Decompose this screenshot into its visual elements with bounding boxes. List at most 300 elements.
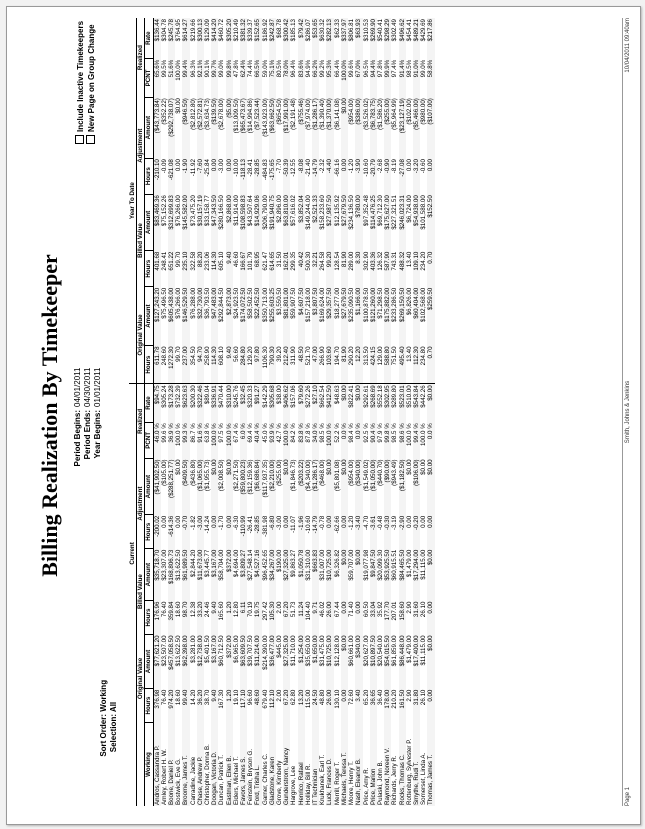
checkbox-icon[interactable] [86,135,95,144]
table-cell: $3,550.50 [276,287,284,316]
table-cell: 9.40 [211,601,218,635]
table-cell: 32.21 [312,251,319,287]
table-cell: 126.32 [376,251,384,271]
table-cell: $27,325.00 [283,549,290,601]
table-cell: $245.78 [168,18,175,59]
table-cell: ($2,210.00) [269,458,276,514]
table-cell: 117.10 [240,689,247,723]
table-cell: $272.26 [304,385,312,408]
table-cell: $81,801.00 [283,287,290,346]
table-cell: -10.60 [304,515,312,534]
table-cell: $300.13 [197,18,204,59]
table-cell: -210.10 [153,158,161,194]
table-cell: -14.79 [312,158,319,194]
table-cell: 52.2 % [333,423,341,443]
table-cell: 99.5% [160,59,168,78]
table-cell: 0.00 [355,601,362,635]
table-cell: 99.70 [175,251,183,268]
timekeeper-name: Somerset, Linda A. [420,752,428,805]
table-cell: 129.20 [247,345,254,383]
table-cell: $146,529.50 [182,287,189,346]
table-cell: -1.20 [348,159,356,174]
table-cell: $68.78 [276,19,284,38]
table-cell: ($107.00) [427,97,434,158]
table-cell: 99.6% [348,59,356,78]
table-cell: ($3,634.73) [204,98,212,130]
table-cell: 56.60 [233,345,240,383]
timekeeper-name: Arnley, Robert H. W. [160,749,168,805]
option-include-inactive[interactable] [75,21,86,144]
table-cell: $58,502.50 [247,287,255,319]
table-cell: ($5,801.08) [333,459,341,492]
table-cell: 234.80 [420,345,427,383]
col-amount: Amount [145,194,153,250]
table-cell: $292.61 [362,385,370,408]
table-cell: -50.39 [283,158,290,194]
table-cell: ($292,738.07) [168,97,175,158]
cur-adjust-header: Adjustment [137,458,145,548]
table-cell: $73,475.20 [189,195,197,227]
table-cell: 40.4 % [254,422,261,458]
table-cell: 99.0% [218,59,226,78]
table-cell: 95.3% [326,59,333,97]
table-cell: $29,357.50 [326,287,333,346]
table-cell: $10,725.00 [326,549,333,601]
table-cell: 97.5 % [218,423,226,443]
table-cell: ($352.22) [160,98,168,125]
table-cell: 94.9% [304,59,312,78]
print-timestamp: 10/04/2011 09:40am [625,18,631,73]
table-cell: 99.40 [182,689,189,723]
table-cell: ($468.00) [319,459,327,486]
table-cell: 65.20 [362,689,370,706]
table-cell: -0.30 [384,515,391,549]
table-cell: $0.00 [211,458,218,514]
table-cell: 24.50 [312,689,319,723]
table-cell: 99.4 % [413,422,420,458]
table-cell: 311.90 [290,345,297,383]
table-cell: $310.53 [362,19,370,42]
table-cell: 66.2% [312,59,319,97]
table-cell: 33.04 [370,601,377,635]
table-cell: 112.30 [413,345,420,383]
table-cell: 100.0 % [326,422,333,458]
table-cell: 19.75 [254,601,261,635]
col-hours: Hours [145,345,153,383]
table-cell: 0.70 [427,345,434,383]
table-cell: $22,452.50 [254,287,261,346]
table-cell: 114.30 [211,345,218,383]
table-cell: -27.08 [399,158,406,194]
table-cell: 233.06 [204,251,212,271]
table-row [399,18,406,806]
table-cell: 96.3% [189,59,197,78]
table-cell: 65.6% [153,59,161,97]
table-cell: $732.39 [175,385,183,408]
table-cell: $145,582.00 [182,194,189,250]
table-cell: $9,863.27 [290,549,298,578]
table-cell: $414.20 [211,18,218,59]
table-row [254,18,261,806]
table-cell: 90.4 % [370,422,377,458]
table-cell: $312,699.83 [168,194,175,250]
table-cell: $84,465.50 [399,549,406,601]
table-row [384,18,391,806]
table-cell: $75,152.26 [160,195,168,227]
table-cell: 0.0 % [427,422,434,458]
firm-name: Smith, Johns & Jenkins [625,380,631,444]
table-cell: 96.60 [247,689,255,706]
year-begins-value: 01/01/2011 [93,367,102,407]
timekeeper-name: Gunderstrom, Nancy [283,722,290,806]
timekeeper-name: Raymond, Noreen V. [384,722,391,806]
table-cell: $445.00 [276,635,284,658]
table-cell: 100.0 % [405,423,413,447]
table-cell: ($65,473.67) [240,97,247,158]
table-cell: 0.0 % [341,422,348,458]
table-cell: $60,915.51 [391,549,399,581]
table-cell: ($409.50) [182,458,189,514]
table-row [391,18,398,806]
table-cell: $268.69 [370,384,377,422]
table-cell: 31.50 [276,251,284,268]
table-cell: 91.6 % [197,422,204,458]
table-cell: ($755.46) [298,97,305,158]
timekeeper-name: Price, Marion [370,722,377,806]
table-cell: $1,050.78 [298,549,305,601]
table-cell: 99.0% [420,59,428,78]
table-cell: -2.68 [376,159,384,174]
table-cell: 130.10 [333,689,341,709]
table-cell: 26.00 [326,689,333,723]
table-cell: $0.00 [341,97,348,158]
table-cell: 0.00 [175,515,183,528]
timekeeper-name: Grove, Kimberly [276,760,284,805]
table-cell: $34,267.00 [269,549,276,601]
table-cell: $210.49 [232,19,240,42]
table-cell: -2.32 [319,159,327,174]
table-cell: $339.37 [247,19,255,42]
table-cell: $61,989.50 [182,549,189,601]
table-cell: 248.41 [160,251,168,271]
table-cell: $86,448.00 [399,634,406,688]
table-cell: ($117,937.35) [261,459,269,498]
table-row [370,18,377,806]
table-cell: 176.96 [153,601,161,635]
table-cell: -4.70 [362,515,370,530]
table-cell: 109.10 [413,251,420,287]
table-cell: 46.02 [319,601,327,618]
table-cell: ($943.49) [391,459,399,486]
table-cell: ($340.00) [355,458,362,514]
table-cell: ($386.00) [355,97,362,158]
table-cell: $61,859.00 [391,635,399,667]
col-pcnt: PCNT [145,422,153,458]
table-cell: 2.00 [276,689,284,702]
table-cell: 178.00 [384,689,391,723]
table-cell: 93.9 % [269,422,276,458]
table-cell: $175,627.00 [384,194,391,250]
table-cell: 158.60 [399,601,406,635]
table-row [276,18,283,806]
table-cell: 161.50 [399,689,406,723]
table-cell: 128.54 [333,251,341,271]
period-info [73,368,103,484]
table-cell: $200.30 [189,385,197,408]
timekeeper-name: Eastman, Ellen B. [226,722,233,806]
table-cell: 521.70 [305,345,312,383]
table-row [211,18,218,806]
table-cell: ($59,800.23) [240,458,247,514]
table-cell: $190.00 [276,549,284,573]
table-cell: 974.20 [168,689,175,723]
timekeeper-name: Doogan, Victoria D. [211,722,218,806]
table-cell: 51.73 [290,601,298,618]
table-cell: 18.60 [175,689,183,706]
table-cell: 67.0% [355,59,362,97]
table-cell: 2.90 [405,689,413,702]
table-cell: 679.40 [261,689,269,709]
table-cell: $219.66 [189,19,197,42]
table-cell: $429.69 [420,19,428,42]
rotated-report [7,7,640,824]
table-cell: 66.4% [333,59,341,78]
table-cell: $282.13 [326,18,333,59]
table-cell: 24.46 [204,601,212,618]
table-cell: 1.20 [226,689,233,723]
table-cell: 97.8% [376,59,384,78]
table-cell: $246,023.31 [399,194,406,250]
table-cell: 105.30 [269,601,276,635]
table-cell: $292,844.50 [218,287,226,323]
table-cell: 80.5% [276,59,284,78]
table-cell: 62.4% [240,59,247,97]
table-cell: $27,548.14 [247,549,255,581]
table-cell: $2,521.33 [312,194,319,250]
table-cell: 97.4% [391,59,399,78]
timekeeper-name: Ford, Trisha L. [254,722,261,806]
table-cell: 587.90 [384,251,391,287]
table-cell: 0.00 [427,515,434,549]
table-cell: $108,598.83 [240,194,247,250]
table-cell: $10,725.00 [326,634,333,688]
table-cell: 614.65 [269,251,276,287]
table-cell: ($2,812.80) [189,98,197,130]
table-cell: $630.32 [319,19,327,42]
header-section-row [137,18,145,806]
table-cell: $47,483.00 [211,287,218,346]
table-row [326,18,333,806]
table-cell: -0.90 [384,158,391,194]
table-cell: $0.00 [341,549,348,601]
table-cell: $0.00 [427,549,434,601]
table-cell: 588.80 [384,345,391,383]
table-cell: 84.2 % [290,423,298,443]
table-cell: 1106.30 [262,345,269,383]
table-cell: $23,507.00 [160,635,168,667]
table-cell: $30,157.19 [197,194,204,250]
table-cell: $372.00 [226,634,233,688]
table-cell: ($90.00) [384,458,391,514]
table-cell: $31,007.00 [319,549,327,581]
table-cell: -21.40 [304,159,312,177]
table-body [153,18,434,806]
table-cell: 18.60 [175,601,183,618]
table-cell: $0.00 [341,634,348,688]
page-number: Page 1 [625,786,631,806]
table-cell: ($41,902.50) [153,458,161,514]
table-cell: $1,479.00 [405,635,413,663]
table-cell: $76,266.00 [175,287,183,319]
table-cell: 98.6 % [399,422,406,458]
table-cell: $173.28 [168,384,175,422]
table-cell: -110.99 [240,515,247,549]
table-cell: $69,712.30 [376,195,384,227]
table-cell: ($23,127.19) [399,97,406,158]
table-cell: 6.0 % [240,422,247,458]
col-working: Working [145,722,153,806]
table-cell: $0.00 [175,98,183,114]
report-page [6,6,641,825]
option-new-page[interactable] [86,21,97,144]
table-cell: $62,398.00 [182,634,189,688]
table-cell: -8.19 [391,159,399,174]
table-cell: 99.3 % [182,422,189,458]
option-include-inactive-label: Include Inactive Timekeepers [76,20,85,132]
table-cell: 101.79 [247,251,255,271]
timekeeper-name: Nash, Eleanor B. [355,722,362,806]
table-cell: -0.09 [160,159,168,174]
table-cell: 9.40 [226,251,233,287]
table-cell: $10,897.50 [370,634,377,688]
table-cell: 284.80 [240,345,247,383]
checkbox-icon[interactable] [75,135,84,144]
table-cell: $4,527.16 [254,549,261,601]
table-cell: -3.19 [391,515,399,530]
table-cell: $12,135.92 [333,195,341,227]
table-cell: 302.90 [362,251,370,271]
table-cell: 40.42 [298,251,305,287]
table-cell: ($1,549.02) [362,459,370,492]
table-cell: 60.50 [362,601,370,618]
table-cell: 78.0% [283,59,290,97]
table-cell: $4,607.50 [298,287,305,346]
table-cell: ($1,370.00) [326,97,333,158]
table-cell: ($6,686.84) [254,458,261,514]
table-row [269,18,276,806]
table-cell: $214,390.00 [261,635,269,670]
table-cell: -28.85 [254,515,261,549]
table-cell: 34.0 % [312,422,319,458]
table-cell: 99.4% [182,59,189,97]
timekeeper-name: Michaels, Teresa T. [341,722,348,806]
col-rate: Rate [145,384,153,422]
table-cell: 81.90 [341,345,348,383]
table-cell: 621.47 [261,251,269,271]
table-cell: $17,294.00 [413,549,420,601]
table-cell: 12.20 [355,345,362,383]
table-cell: $454.41 [405,19,413,42]
col-amount: Amount [145,549,153,601]
table-cell: 129.00 [377,345,384,383]
table-cell: 212.40 [283,345,290,383]
table-cell: $36,793.50 [204,287,212,319]
table-cell: ($980.00) [420,98,428,125]
table-cell: 424.15 [370,345,377,383]
table-cell: -3.00 [218,159,226,174]
table-cell: -4.40 [326,158,333,194]
table-cell: 12.80 [232,601,240,618]
table-cell: 103.60 [326,345,333,383]
table-cell: 47.00 [312,345,319,383]
col-hours: Hours [145,601,153,635]
table-row [341,18,348,806]
table-cell: ($3,526.02) [362,98,370,130]
table-cell: $43,507.64 [247,195,255,227]
col-rate: Rate [145,18,153,59]
table-cell: -1.70 [218,515,226,530]
col-amount: Amount [145,634,153,688]
table-cell: 210.20 [391,689,399,709]
table-cell: $83,469.36 [153,194,161,250]
table-cell: $259.50 [427,287,434,346]
table-cell: ($6,141.08) [333,98,341,130]
table-cell: $27,679.50 [341,287,348,346]
table-cell: 297.42 [261,601,269,621]
table-cell: $136.44 [153,18,161,59]
table-cell: 81.90 [341,251,348,287]
table-cell: 66.5% [254,59,261,97]
cur-original-header: Original Value [137,634,145,722]
table-cell: 13.40 [405,251,413,268]
table-cell: $12,738.00 [197,634,204,688]
table-cell: 0.00 [341,515,348,549]
table-cell: 9.40 [211,689,218,723]
table-cell: $71,298.50 [376,287,384,319]
table-cell: 0.00 [405,515,413,528]
table-cell: $0.00 [405,459,413,475]
timekeeper-name: Hargrove, Lee [290,765,298,805]
table-row [262,18,269,806]
table-cell: $2,868.00 [226,194,233,250]
cur-billed-header: Billed Value [137,549,145,635]
table-cell: $523.01 [399,384,406,422]
table-cell: 19.10 [232,689,240,706]
table-cell: 743.31 [391,251,399,271]
table-cell: ($288,251.77) [168,458,175,514]
table-cell: 0.00 [427,158,434,194]
ytd-adjust-header: Adjustment [137,97,145,194]
period-begins-label: Period Begins: [73,410,82,467]
table-cell: $114,476.25 [370,194,377,250]
table-cell: 98.5% [405,59,413,78]
table-cell: 47.8% [232,59,240,78]
table-cell: $27,325.00 [283,634,290,688]
table-cell: 67.44 [333,601,341,618]
table-cell: 67.20 [283,601,290,635]
table-row [406,18,413,806]
table-cell: 115.00 [304,689,312,709]
table-cell: -0.48 [376,515,384,530]
table-cell: 63.8 % [204,423,212,443]
table-cell: 12.38 [189,601,197,618]
table-cell: $662.54 [319,385,327,408]
table-cell: $806.81 [348,19,356,42]
table-cell: $234,136.50 [348,195,356,230]
table-cell: 0.00 [341,689,348,723]
table-cell: $129.09 [204,19,212,42]
table-row [420,18,427,806]
